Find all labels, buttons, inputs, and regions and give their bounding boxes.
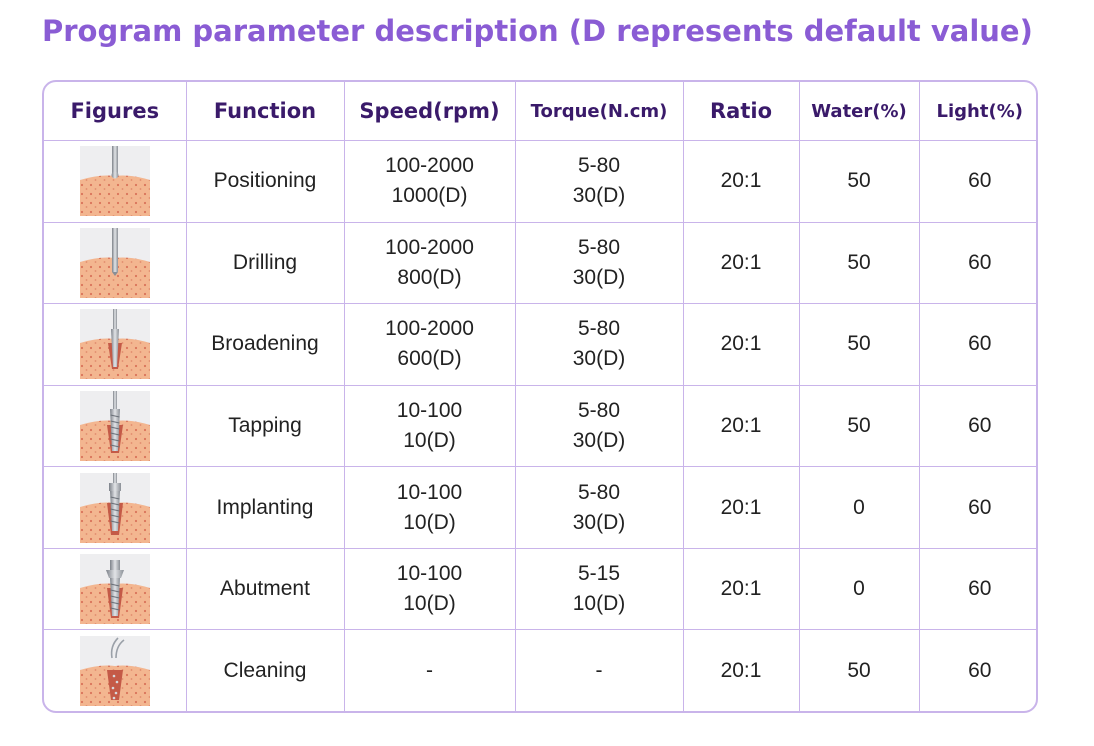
torque-range: 5-80: [577, 317, 621, 341]
table-row: [44, 385, 1038, 467]
water-cell: 0: [799, 467, 919, 549]
function-cell: Abutment: [186, 548, 344, 630]
water-cell: 50: [799, 304, 919, 386]
speed-default: 800(D): [397, 265, 462, 289]
speed-cell: [344, 467, 515, 549]
speed-range: -: [426, 658, 433, 682]
torque-default: 10(D): [572, 592, 626, 616]
implanting-figure-icon: [80, 473, 150, 543]
drilling-figure-icon: [80, 228, 150, 298]
speed-range: 10-100: [396, 480, 463, 504]
torque-default: 30(D): [572, 510, 626, 534]
speed-default: 10(D): [403, 429, 456, 453]
water-cell: 0: [799, 548, 919, 630]
speed-cell: [344, 630, 515, 711]
ratio-cell: 20:1: [683, 548, 799, 630]
header-function: Function: [186, 82, 344, 141]
torque-cell: [515, 141, 683, 223]
table-row: [44, 304, 1038, 386]
speed-range: 100-2000: [385, 154, 474, 178]
table-row: [44, 630, 1038, 711]
speed-default: 10(D): [403, 592, 456, 616]
table-row: [44, 467, 1038, 549]
light-cell: 60: [919, 548, 1038, 630]
water-cell: 50: [799, 222, 919, 304]
header-row: [44, 82, 1038, 141]
torque-default: 30(D): [572, 347, 626, 371]
light-cell: 60: [919, 467, 1038, 549]
speed-cell: [344, 222, 515, 304]
tapping-figure-icon: [80, 391, 150, 461]
ratio-cell: 20:1: [683, 630, 799, 711]
torque-cell: [515, 222, 683, 304]
torque-cell: [515, 385, 683, 467]
speed-range: 100-2000: [385, 235, 474, 259]
figure-cell: [44, 548, 186, 630]
speed-cell: [344, 385, 515, 467]
figure-cell: [44, 222, 186, 304]
table-row: [44, 548, 1038, 630]
function-cell: Implanting: [186, 467, 344, 549]
light-cell: 60: [919, 630, 1038, 711]
speed-default: 1000(D): [391, 184, 468, 208]
figure-cell: [44, 385, 186, 467]
page-title: Program parameter description (D represents default value): [42, 14, 1033, 48]
torque-range: 5-80: [577, 399, 621, 423]
table-row: [44, 222, 1038, 304]
speed-range: 10-100: [396, 399, 463, 423]
torque-cell: [515, 304, 683, 386]
torque-cell: [515, 630, 683, 711]
speed-cell: [344, 304, 515, 386]
ratio-cell: 20:1: [683, 467, 799, 549]
header-water: Water(%): [799, 82, 919, 141]
torque-range: 5-80: [577, 235, 621, 259]
figure-cell: [44, 141, 186, 223]
speed-range: 10-100: [396, 562, 463, 586]
torque-range: 5-80: [577, 480, 621, 504]
torque-range: 5-15: [577, 562, 621, 586]
speed-default: 10(D): [403, 510, 456, 534]
light-cell: 60: [919, 222, 1038, 304]
light-cell: 60: [919, 385, 1038, 467]
speed-default: 600(D): [397, 347, 462, 371]
header-speed: Speed(rpm): [344, 82, 515, 141]
function-cell: Cleaning: [186, 630, 344, 711]
cleaning-figure-icon: [80, 636, 150, 706]
parameter-table: [42, 80, 1038, 713]
abutment-figure-icon: [80, 554, 150, 624]
speed-cell: [344, 548, 515, 630]
torque-cell: [515, 548, 683, 630]
figure-cell: [44, 630, 186, 711]
ratio-cell: 20:1: [683, 222, 799, 304]
water-cell: 50: [799, 385, 919, 467]
torque-default: 30(D): [572, 429, 626, 453]
water-cell: 50: [799, 141, 919, 223]
light-cell: 60: [919, 141, 1038, 223]
ratio-cell: 20:1: [683, 385, 799, 467]
function-cell: Broadening: [186, 304, 344, 386]
header-figures: Figures: [44, 82, 186, 141]
torque-range: -: [595, 658, 603, 682]
header-light: Light(%): [919, 82, 1038, 141]
header-torque: Torque(N.cm): [515, 82, 683, 141]
broadening-figure-icon: [80, 309, 150, 379]
figure-cell: [44, 467, 186, 549]
positioning-figure-icon: [80, 146, 150, 216]
function-cell: Drilling: [186, 222, 344, 304]
water-cell: 50: [799, 630, 919, 711]
torque-default: 30(D): [572, 265, 626, 289]
figure-cell: [44, 304, 186, 386]
torque-default: 30(D): [572, 184, 626, 208]
header-ratio: Ratio: [683, 82, 799, 141]
speed-cell: [344, 141, 515, 223]
light-cell: 60: [919, 304, 1038, 386]
speed-range: 100-2000: [385, 317, 474, 341]
torque-cell: [515, 467, 683, 549]
table-row: [44, 141, 1038, 223]
ratio-cell: 20:1: [683, 141, 799, 223]
function-cell: Positioning: [186, 141, 344, 223]
torque-range: 5-80: [577, 154, 621, 178]
ratio-cell: 20:1: [683, 304, 799, 386]
function-cell: Tapping: [186, 385, 344, 467]
